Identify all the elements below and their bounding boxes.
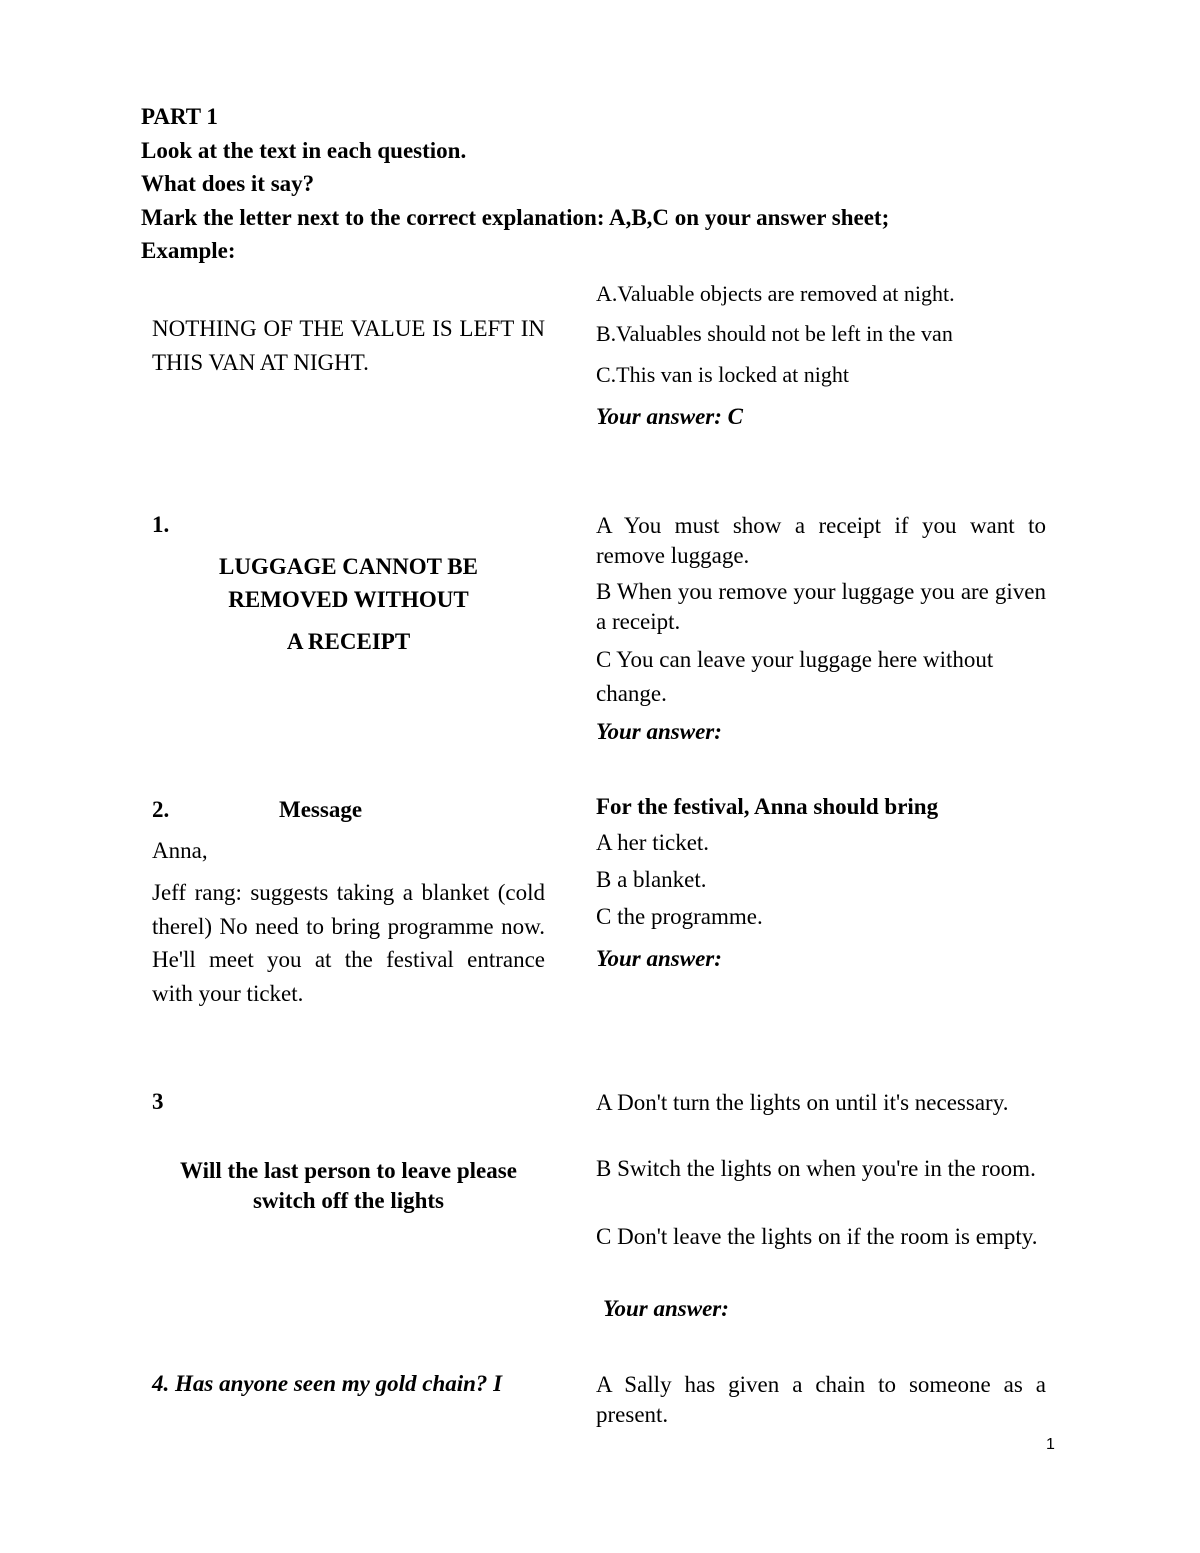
q2-option-a: A her ticket. — [596, 830, 710, 855]
q3-answer: Your answer: — [603, 1296, 729, 1321]
instructions-header — [141, 100, 889, 268]
q1-number: 1. — [152, 512, 170, 537]
instruction-line-2: What does it say? — [141, 171, 315, 197]
q1-notice-line-3: A RECEIPT — [286, 629, 411, 654]
q2-message-body: Jeff rang: suggests taking a blanket (cold therel) No need to bring programme now. He'll meet you at the festival entrance with your ticket. — [152, 880, 545, 1006]
q2-message-title: Message — [279, 797, 363, 822]
q4-option-a: A Sally has given a chain to someone as a present. — [596, 1372, 1046, 1427]
q3-option-a: A Don't turn the lights on until it's necessary. — [596, 1090, 1009, 1115]
q2-option-b: B a blanket. — [596, 867, 707, 892]
example-notice: NOTHING OF THE VALUE IS LEFT IN THIS VAN AT NIGHT. — [152, 316, 545, 375]
q1-option-a: A You must show a receipt if you want to remove luggage. — [596, 513, 1046, 568]
part-title: PART 1 — [141, 104, 218, 129]
q1-option-c: C You can leave your luggage here without change. — [596, 647, 994, 706]
q2-number: 2. — [152, 797, 170, 822]
page-number: 1 — [1046, 1436, 1055, 1453]
example-answer: Your answer: C — [596, 404, 743, 429]
q2-question-stem: For the festival, Anna should bring — [596, 794, 939, 819]
q3-number: 3 — [152, 1089, 164, 1114]
q1-notice-line-2: REMOVED WITHOUT — [228, 587, 469, 612]
q4-notice: 4. Has anyone seen my gold chain? I — [152, 1371, 503, 1396]
example-option-b: B.Valuables should not be left in the van — [596, 321, 953, 346]
q3-notice: Will the last person to leave please switch off the lights — [180, 1158, 517, 1213]
q3-option-c: C Don't leave the lights on if the room is empty. — [596, 1224, 1038, 1249]
q2-answer: Your answer: — [596, 946, 722, 971]
example-label: Example: — [141, 238, 236, 264]
q2-greeting: Anna, — [152, 838, 208, 863]
example-option-c: C.This van is locked at night — [596, 362, 849, 387]
q1-notice-line-1: LUGGAGE CANNOT BE — [218, 554, 478, 579]
q1-option-b: B When you remove your luggage you are given a receipt. — [596, 579, 1046, 634]
q3-option-b: B Switch the lights on when you're in the room. — [596, 1156, 1036, 1181]
instruction-line-3: Mark the letter next to the correct explanation: A,B,C on your answer sheet; — [141, 204, 890, 230]
example-option-a: A.Valuable objects are removed at night. — [596, 281, 955, 306]
instruction-line-1: Look at the text in each question. — [141, 137, 467, 163]
q2-option-c: C the programme. — [596, 904, 763, 929]
q1-answer: Your answer: — [596, 719, 722, 744]
